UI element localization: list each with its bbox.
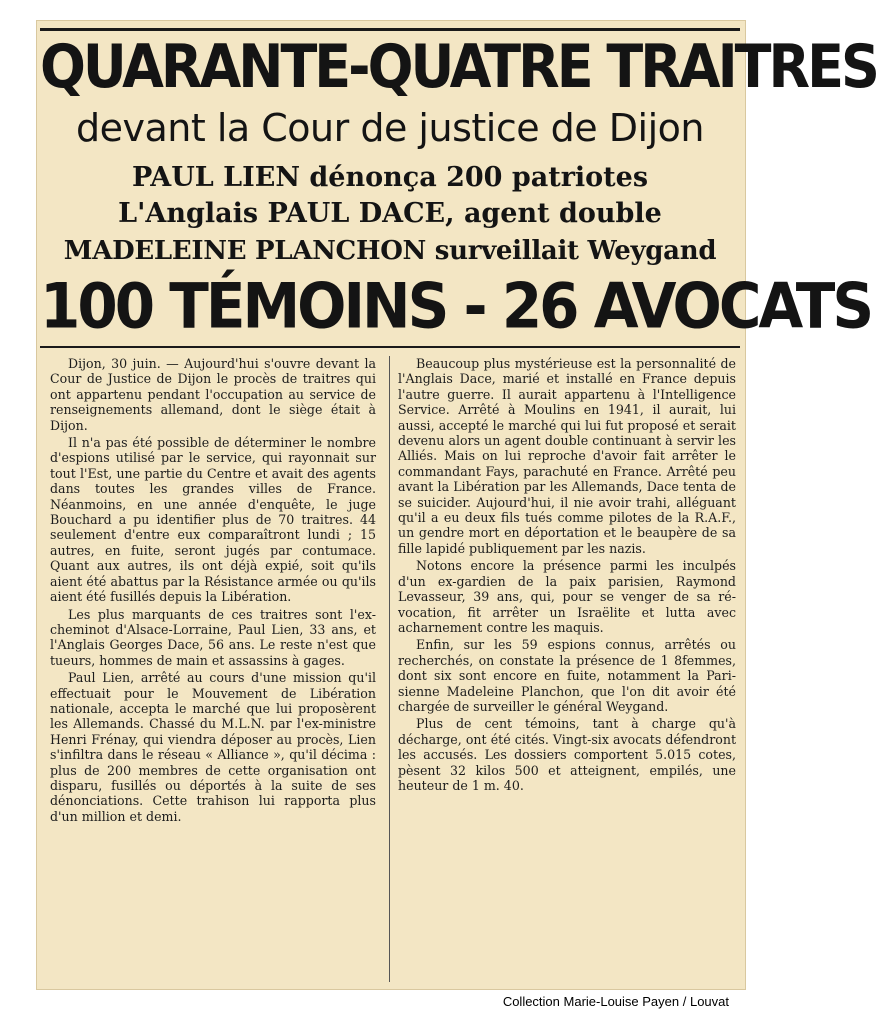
headline-paul-dace: L'Anglais PAUL DACE, agent double — [118, 198, 662, 229]
top-rule — [40, 28, 740, 31]
collection-credit: Collection Marie-Louise Payen / Louvat — [502, 994, 729, 1009]
article-column-left — [50, 356, 376, 984]
headline-temoins-avocats: 100 TÉMOINS - 26 AVOCATS — [40, 269, 872, 343]
article-paragraph: Les plus marquants de ces traitres sont l'ex-cheminot d'Alsace-Lorraine, Paul Lien, 33 ans, et l'Anglais Georges Dace, 56 ans. Le reste n'est que tueurs, hommes de main et assassins à gages. — [50, 606, 376, 668]
article-paragraph: Dijon, 30 juin. — Aujourd'hui s'ouvre devant la Cour de Justice de Dijon le procès de traitres qui ont appartenu pendant l'occupation au service de renseignements allemand, dont le siège était à Dijon. — [50, 356, 376, 433]
column-divider — [389, 356, 390, 982]
headline-rule — [40, 346, 740, 348]
headline-paul-lien: PAUL LIEN dénonça 200 patriotes — [131, 162, 649, 193]
article-paragraph: Notons encore la présence parmi les inculpés d'un ex-gardien de la paix parisien, Raymond Levasseur, 39 ans, qui, pour se venger de sa révocation, fit arrêter un Israëlite et lutta avec acharnement contre les maquis. — [398, 558, 736, 635]
article-paragraph: Beaucoup plus mystérieuse est la personnalité de l'Anglais Dace, marié et installé en France depuis l'autre guerre. Il aurait appartenu à l'Intelligence Service. Arrêté à Moulins en 1941, il aurait, lui aussi, accepté le marché qui lui fut proposé et serait devenu alors un agent double continuant à servir les Alliés. Mais on lui reproche d'avoir fait arrêter le commandant Fays, parachuté en France. Arrêté peu avant la Libération par les Allemands, Dace tenta de se suicider. Aujourd'hui, il nie avoir trahi, alléguant qu'il a eu deux fils tués comme pilotes de la R.A.F., un gendre mort en déportation et le beaupère de sa fille lapidé publiquement par les nazis. — [398, 356, 736, 556]
article-paragraph: Enfin, sur les 59 espions connus, arrêtés ou recherchés, on constate la présence de 1 8femmes, dont six sont encore en fuite, notamment la Parisienne Madeleine Planchon, que l'on dit avoir été chargée de surveiller le général Weygand. — [398, 637, 736, 714]
article-paragraph: Il n'a pas été possible de déterminer le nombre d'espions utilisé par le service, qui rayonnait sur tout l'Est, une partie du Centre et avait des agents dans toutes les grandes villes de France. Néanmoins, en une année d'enquête, le juge Bouchard a pu identifier plus de 70 traitres. 44 seulement d'entre eux comparaîtront lundi ; 15 autres, en fuite, seront jugés par contumace. Quant aux autres, ils ont déjà expié, soit qu'ils aient été abattus par la Résistance armée ou qu'ils aient été fusillés depuis la Libération. — [50, 435, 376, 605]
article-paragraph: Paul Lien, arrêté au cours d'une mission qu'il effectuait pour le Mouvement de Libération nationale, accepta le marché que lui proposèrent les Allemands. Chassé du M.L.N. par l'ex-ministre Henri Frénay, qui viendra déposer au procès, Lien s'infiltra dans le réseau « Alliance », qu'il décima : plus de 200 membres de cette organisation ont disparu, fusillés ou déportés à la suite de ses dénonciations. Cette trahison lui rapporta plus d'un million et demi. — [50, 670, 376, 824]
headline-subtitle: devant la Cour de justice de Dijon — [76, 106, 704, 150]
article-column-right — [398, 356, 736, 984]
headline-madeleine-planchon: MADELEINE PLANCHON surveillait Weygand — [63, 236, 717, 266]
article-paragraph: Plus de cent témoins, tant à charge qu'à décharge, ont été cités. Vingt-six avocats défendront les accusés. Les dossiers comportent 5.015 cotes, pèsent 32 kilos 500 et atteignent, empilés, une heuteur de 1 m. 40. — [398, 716, 736, 793]
headline-main: QUARANTE-QUATRE TRAITRES — [40, 31, 877, 102]
